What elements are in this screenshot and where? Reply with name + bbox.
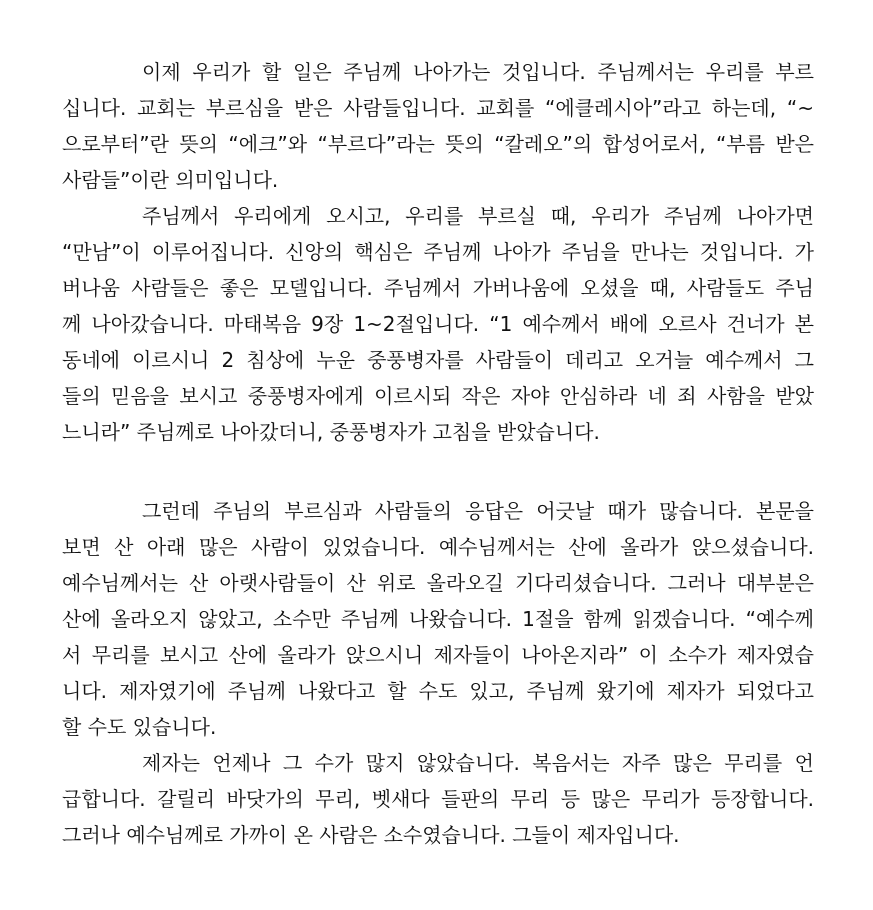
paragraph-1-line-3: 으로부터”란 뜻의 “에크”와 “부르다”라는 뜻의 “칼레오”의 합성어로서, “부름 받은 <box>62 132 814 156</box>
paragraph-2-line-6: 들의 믿음을 보시고 중풍병자에게 이르시되 작은 자야 안심하라 네 죄 사함을 받았 <box>62 384 814 408</box>
paragraph-3-line-5: 서 무리를 보시고 산에 올라가 앉으시니 제자들이 나아온지라” 이 소수가 제자였습 <box>62 643 814 667</box>
paragraph-4-line-1: 제자는 언제나 그 수가 많지 않았습니다. 복음서는 자주 많은 무리를 언 <box>142 751 814 775</box>
paragraph-2-line-7: 느니라” 주님께로 나아갔더니, 중풍병자가 고침을 받았습니다. <box>62 420 600 444</box>
paragraph-3-line-6: 니다. 제자였기에 주님께 나왔다고 할 수도 있고, 주님께 왔기에 제자가 되었다고 <box>62 679 814 703</box>
paragraph-3-line-7: 할 수도 있습니다. <box>62 715 217 739</box>
paragraph-4-line-2: 급합니다. 갈릴리 바닷가의 무리, 벳새다 들판의 무리 등 많은 무리가 등장합니다. <box>62 787 814 811</box>
paragraph-3-line-4: 산에 올라오지 않았고, 소수만 주님께 나왔습니다. 1절을 함께 읽겠습니다. “예수께 <box>62 607 814 631</box>
paragraph-1-line-2: 십니다. 교회는 부르심을 받은 사람들입니다. 교회를 “에클레시아”라고 하는데, “~ <box>62 96 814 120</box>
paragraph-3-line-2: 보면 산 아래 많은 사람이 있었습니다. 예수님께서는 산에 올라가 앉으셨습니다. <box>62 535 814 559</box>
paragraph-2-line-5: 동네에 이르시니 2 침상에 누운 중풍병자를 사람들이 데리고 오거늘 예수께서 그 <box>62 348 814 372</box>
paragraph-4-line-3: 그러나 예수님께로 가까이 온 사람은 소수였습니다. 그들이 제자입니다. <box>62 823 680 847</box>
paragraph-2-line-4: 께 나아갔습니다. 마태복음 9장 1~2절입니다. “1 예수께서 배에 오르사 건너가 본 <box>62 312 814 336</box>
paragraph-3-line-3: 예수님께서는 산 아랫사람들이 산 위로 올라오길 기다리셨습니다. 그러나 대부분은 <box>62 571 814 595</box>
paragraph-1-line-1: 이제 우리가 할 일은 주님께 나아가는 것입니다. 주님께서는 우리를 부르 <box>142 60 814 84</box>
paragraph-2-line-1: 주님께서 우리에게 오시고, 우리를 부르실 때, 우리가 주님께 나아가면 <box>142 204 814 228</box>
paragraph-3-line-1: 그런데 주님의 부르심과 사람들의 응답은 어긋날 때가 많습니다. 본문을 <box>142 499 814 523</box>
paragraph-1-line-4: 사람들”이란 의미입니다. <box>62 168 279 192</box>
paragraph-2-line-2: “만남”이 이루어집니다. 신앙의 핵심은 주님께 나아가 주님을 만나는 것입니다. 가 <box>62 240 814 264</box>
paragraph-2-line-3: 버나움 사람들은 좋은 모델입니다. 주님께서 가버나움에 오셨을 때, 사람들도 주님 <box>62 276 814 300</box>
